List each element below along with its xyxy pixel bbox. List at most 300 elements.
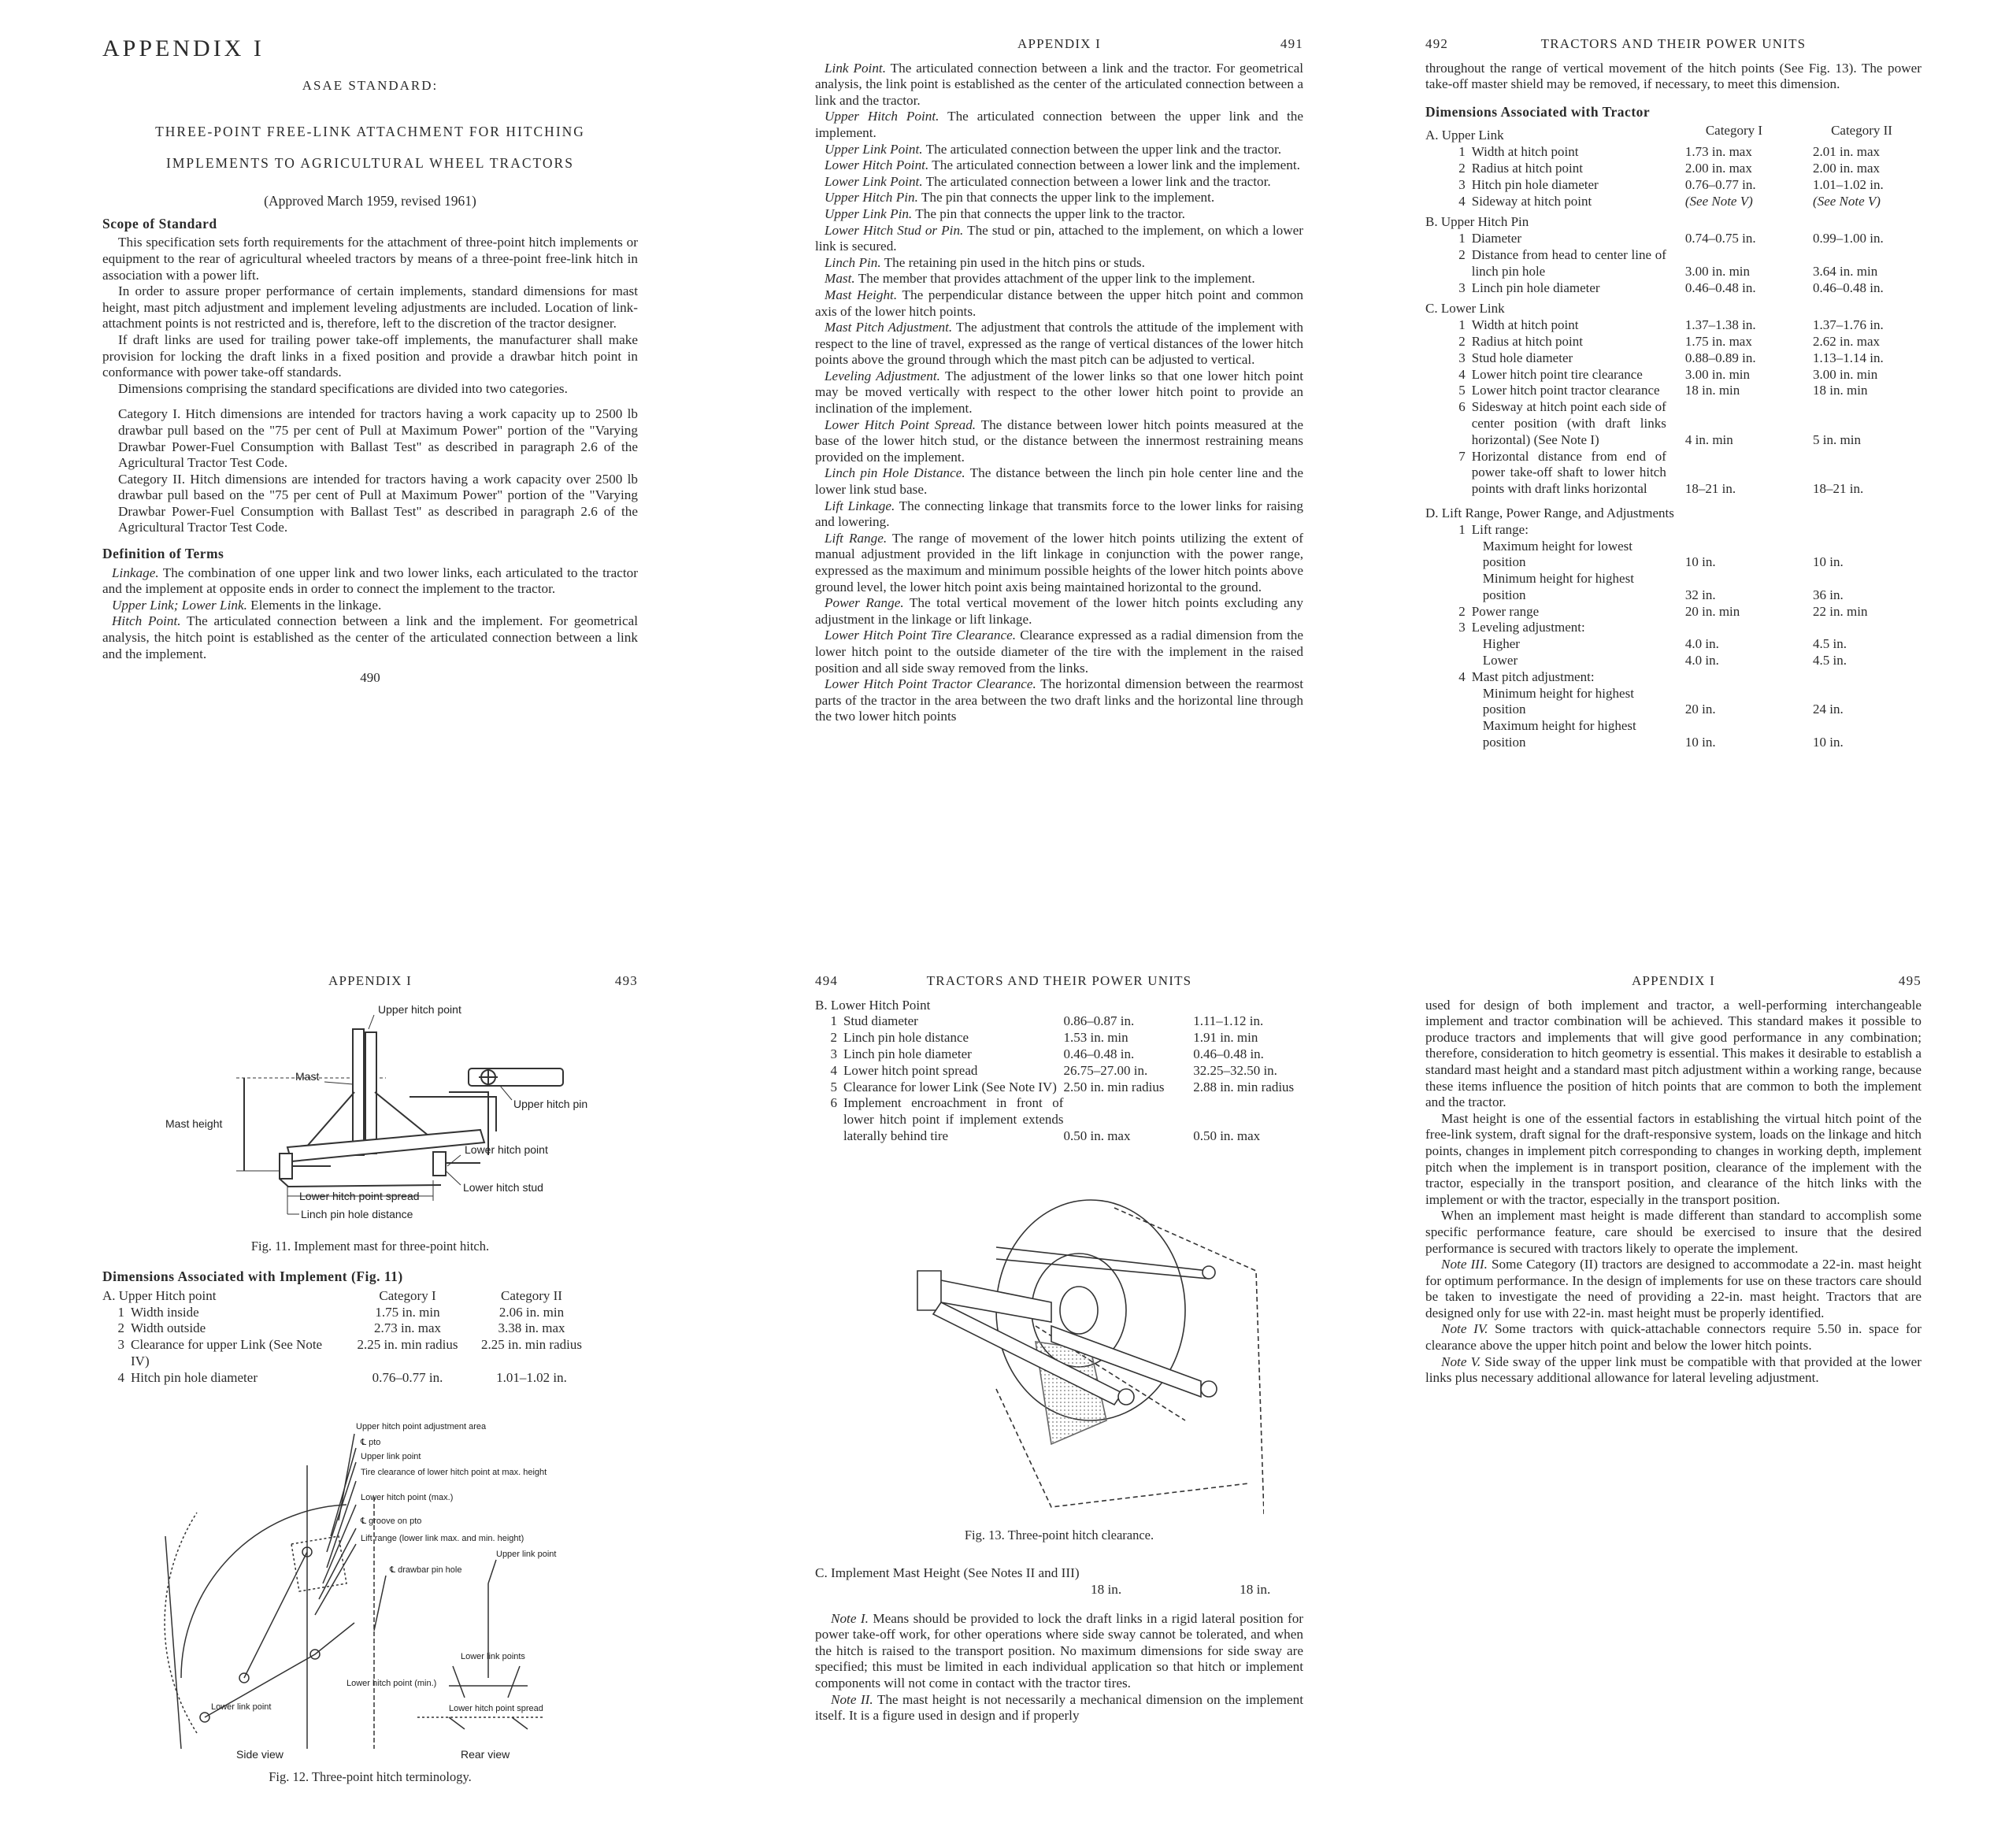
table-row [1425,350,1922,367]
category-1-value: 0.74–0.75 in. [1684,231,1756,246]
note-3-label: Note III. [1441,1257,1488,1272]
definition [102,565,638,598]
row-label: Maximum height for highest position [1482,718,1636,750]
category-2-text: Hitch dimensions are intended for tractors having a work capacity over 2500 lb drawbar pull based on the "75 per cent of Pull at Maximum Power" portion of the "Varying Drawbar Power-Fuel Consumption with Ballast Test" as described in paragraph 2.6 of the Agricultural Tractor Test Code. [118,471,638,535]
definitions-heading: Definition of Terms [102,546,224,562]
section-row [1425,498,1922,522]
table-row [1425,367,1922,383]
table-row [1425,604,1922,620]
table-row [1425,334,1922,350]
definition-text: The stud or pin, attached to the implement, on which a lower link is secured. [815,222,1303,254]
mast-height-row [815,1565,1303,1582]
column-header: Category II [501,1287,562,1303]
definition-term: Upper Hitch Pin. [825,190,918,206]
table-row: 3 Linch pin hole diameter 0.46–0.48 in. 0.46–0.48 in. [830,1046,1264,1061]
row-label: Sidesway at hitch point each side of center position (with draft links horizontal) (See Note I) [1471,399,1666,447]
definition-text: The perpendicular distance between the upper hitch point and common axis of the lower hitch points. [815,287,1303,319]
note-5 [1425,1354,1922,1387]
note-1-text: Means should be provided to lock the draft links in a rigid lateral position for power take-off work, for other operations where side sway cannot be tolerated, and when the hitch is raised to the transport position. No maximum dimensions for side sway are specified; this must be limited in each individual application so that hitch or implement components will not come in contact with the tractor tires. [815,1610,1303,1691]
category-1-value: 3.00 in. min [1684,263,1751,279]
definition-term: Upper Hitch Point. [825,109,939,124]
row-label: Horizontal distance from end of power take-off shaft to lower hitch points with draft links horizontal [1471,448,1666,497]
category-2-value: 4.5 in. [1813,653,1847,668]
category-2-value: 18 in. min [1813,383,1868,398]
category-1-value: 4.0 in. [1684,636,1719,652]
category-2 [118,472,638,536]
label-lower-hitch-stud: Lower hitch stud [463,1180,543,1194]
label-groove-pto: ℄ groove on pto [361,1516,422,1526]
note-5-text: Side sway of the upper link must be compatible with that provided at the lower links plus necessary additional allowance for lateral leveling adjustment. [1425,1354,1922,1386]
definition-text: The horizontal dimension between the rearmost parts of the tractor in the area between the two draft links and the horizontal line through the two lower hitch points [815,676,1303,724]
row-label: Distance from head to center line of linch pin hole [1471,246,1666,279]
row-number: 2 [1458,603,1466,619]
category-2-value: 2.01 in. max [1813,144,1881,160]
definitions-list [815,61,1303,725]
row-number: 1 [1458,144,1466,160]
category-2-value: 22 in. min [1813,603,1868,619]
page-number: 490 [360,670,380,686]
header-page-number: 495 [1898,973,1922,988]
row-number: 4 [1458,366,1466,382]
category-2-value: (See Note V) [1813,193,1881,209]
category-1-value: 10 in. [1684,735,1716,750]
page-491 [815,31,1303,913]
lower-hitch-point-table [815,998,1303,1145]
label-upper-hitch-pin: Upper hitch pin [513,1097,588,1110]
definition [815,190,1303,206]
category-2-value: 24 in. [1813,702,1844,717]
row-label: Mast pitch adjustment: [1471,668,1595,684]
row-number: 4 [1458,668,1466,684]
label-mast: Mast [295,1069,320,1083]
header-page-number: 491 [1280,36,1303,51]
header-title: APPENDIX I [328,973,412,988]
table-cell [1666,209,1802,231]
table-row [1425,620,1922,636]
row-number: 1 [1458,521,1466,537]
table-row: 1 Stud diameter 0.86–0.87 in. 1.11–1.12 in. [830,1013,1264,1029]
section-label: A. Upper Link [1425,128,1504,143]
row-number: 7 [1458,448,1466,464]
category-2-value [1802,522,1922,539]
label-side-view: Side view [236,1747,284,1761]
section-row [1425,209,1922,231]
fig11-implement-mast-diagram [150,998,591,1234]
note-2 [815,1692,1303,1724]
row-number [1425,539,1472,572]
definition [815,206,1303,223]
column-header: Category I [379,1287,436,1303]
definition-text: Elements in the linkage. [250,597,382,613]
section-row [1425,123,1922,144]
row-label: Radius at hitch point [1471,333,1583,349]
body-paragraph: used for design of both implement and tractor, a well-performing interchangeable implement and tractor combination will be achieved. This standard makes it possible to produce tractors and implements that will give good performance in any combination; therefore, consideration to hitch geometry is essential. This makes it desirable to establish a standard mast height and a standard mast pitch adjustment within a working range, because these items influence the position of hitch points that are common to both the implement and the tractor. [1425,997,1922,1110]
scope-para: Dimensions comprising the standard specifications are divided into two categories. [118,380,568,396]
row-number: 5 [1458,383,1466,398]
row-number [1425,571,1472,604]
table-header-row [102,1288,591,1305]
label-upper-link-point-rear: Upper link point [496,1549,557,1559]
table-row [1425,718,1922,751]
definition [815,157,1303,174]
definition-text: The articulated connection between a link and the tractor. For geometrical analysis, the link point is established as the center of the articulated connection between a link and the tractor. [815,60,1303,108]
definition [815,676,1303,725]
body-paragraph: Mast height is one of the essential factors in establishing the virtual hitch point of the free-link system, draft signal for the draft-responsive system, loads on the linkage and hitch points, changes in implement pitch corresponding to changes in working depth, implement pitch when the implement is in transport position, clearance of the implement with the tractor, especially in the transport position, and clearance of the hitch links with the implement or with the tractor, especially in the transport position. [1425,1110,1922,1207]
table-row [1425,383,1922,399]
note-5-label: Note V. [1441,1354,1481,1369]
definition-text: The combination of one upper link and two lower links, each articulated to the tractor and the implement at opposite ends in order to connect the implement to the tractor. [102,565,638,597]
category-2-value: 3.64 in. min [1813,263,1878,279]
table-row: 1 Width inside 1.75 in. min 2.06 in. min [117,1304,565,1320]
category-1-value: 1.75 in. max [1684,333,1752,349]
definition-text: The connecting linkage that transmits force to the lower links for raising and lowering. [815,498,1303,530]
category-2-value: 1.01–1.02 in. [1813,176,1884,192]
header-page-number: 494 [815,973,839,988]
label-rear-view: Rear view [461,1747,510,1761]
row-number [1425,636,1472,653]
row-number: 3 [1458,350,1466,365]
category-1-value: 18–21 in. [1684,481,1736,497]
row-number [1425,718,1472,751]
row-number: 6 [1458,399,1466,415]
table-cell [1802,296,1922,317]
category-2-value: 5 in. min [1813,431,1861,447]
page-494 [815,968,1303,1835]
table-row: 3 Clearance for upper Link (See Note IV) 2.25 in. min radius 2.25 in. min radius [117,1337,582,1368]
definition [815,628,1303,676]
definition-term: Mast Pitch Adjustment. [825,320,953,335]
standard-label: ASAE STANDARD: [302,77,439,93]
definition [815,61,1303,109]
scope-para: This specification sets forth requirements for the attachment of three-point hitch implements or equipment to the rear of agricultural wheeled tractors by means of a three-point free-link hitch in association with a power lift. [102,235,638,283]
definition-term: Lower Hitch Point. [825,157,929,173]
tractor-dims-heading: Dimensions Associated with Tractor [1425,103,1651,120]
row-number: 2 [1458,333,1466,349]
note-3 [1425,1257,1922,1321]
definition [815,417,1303,466]
definition-term: Mast Height. [825,287,898,302]
definition-text: Clearance expressed as a radial dimension from the lower hitch point to the outside diameter of the tire with the implement in the raised position and all side sway removed from the links. [815,628,1303,676]
definition-term: Mast. [825,271,855,287]
page-490 [102,31,638,913]
definition-term: Lower Link Point. [825,173,923,189]
category-2-value: 18–21 in. [1813,481,1864,497]
definition-text: The articulated connection between a lower link and the implement. [932,157,1300,173]
label-lower-hitch-point: Lower hitch point [465,1143,548,1156]
row-label: Higher [1482,636,1520,652]
row-label: Diameter [1471,231,1521,246]
label-upper-link-point: Upper link point [361,1451,421,1461]
mast-height-cat1: 18 in. [1091,1581,1122,1597]
category-2-value: 3.00 in. min [1813,366,1878,382]
section-row [1425,296,1922,317]
table-row [1425,177,1922,194]
approval-note: (Approved March 1959, revised 1961) [264,193,476,209]
row-label: Linch pin hole diameter [1471,280,1600,295]
definition [815,531,1303,595]
definition [815,223,1303,255]
row-number: 3 [1458,620,1466,635]
row-number: 4 [1458,193,1466,209]
label-upper-hitch-point: Upper hitch point [378,1002,461,1016]
definition-text: The distance between lower hitch points measured at the base of the lower hitch stud, or the distance between the innermost restraining means provided on the implement. [815,417,1303,465]
category-1-text: Hitch dimensions are intended for tractors having a work capacity up to 2500 lb drawbar pull based on the "75 per cent of Pull at Maximum Power" portion of the "Varying Drawbar Power-Fuel Consumption with Ballast Test" as described in paragraph 2.6 of the Agricultural Tractor Test Code. [118,406,638,471]
category-2-value: 4.5 in. [1813,636,1847,652]
definition-text: The range of movement of the lower hitch points utilizing the extent of manual adjustment provided in the lift linkage in conjunction with the power range, expressed as the maximum and minimum possible heights of the lower hitch points above ground level, the lower hitch point axis being maintained horizontal to the ground. [815,530,1303,594]
table-cell [1666,296,1802,317]
category-2-value [1802,669,1922,686]
header-title: APPENDIX I [1632,973,1715,988]
fig13-caption: Fig. 13. Three-point hitch clearance. [964,1527,1154,1542]
definition-term: Leveling Adjustment. [825,368,940,383]
running-header [1425,36,1922,53]
row-number: 1 [1458,231,1466,246]
definition [815,142,1303,158]
implement-dims-table [102,1288,591,1387]
table-row [1425,449,1922,498]
fig12-caption: Fig. 12. Three-point hitch terminology. [269,1768,472,1784]
table-row [1425,194,1922,210]
category-1-value: 3.00 in. min [1684,366,1751,382]
row-label: Radius at hitch point [1471,160,1583,176]
definition-text: The member that provides attachment of the upper link to the implement. [858,271,1255,287]
row-label: Lower hitch point tire clearance [1471,366,1643,382]
label-upper-adjustment-area: Upper hitch point adjustment area [356,1421,487,1431]
header-title: APPENDIX I [1017,36,1101,51]
table-row [1425,280,1922,297]
category-1-value: 4 in. min [1684,431,1733,447]
running-header [815,36,1303,53]
row-label: Power range [1471,603,1540,619]
label-mast-height: Mast height [165,1117,223,1130]
row-label: Minimum height for highest position [1482,685,1634,717]
category-1 [118,406,638,471]
category-2-label: Category II. [118,471,186,487]
definition-text: The retaining pin used in the hitch pins or studs. [884,254,1145,270]
section-label: B. Lower Hitch Point [815,997,931,1013]
page-495 [1425,968,1922,1835]
category-2-value: 2.00 in. max [1813,160,1881,176]
row-label: Lift range: [1471,521,1529,537]
table-row [1425,247,1922,280]
definition-term: Upper Link Pin. [825,206,913,221]
note-4 [1425,1321,1922,1354]
category-2-value: 0.46–0.48 in. [1813,280,1884,295]
definition-term: Lift Range. [825,530,888,546]
row-number [1425,653,1472,669]
title-line-2: IMPLEMENTS TO AGRICULTURAL WHEEL TRACTORS [166,155,574,172]
category-1-value: 32 in. [1684,587,1716,602]
category-1-value [1666,522,1802,539]
table-row [1425,686,1922,719]
definition [815,595,1303,628]
definitions-list [102,565,638,663]
implement-dims-heading: Dimensions Associated with Implement (Fig. 11) [102,1268,403,1285]
row-number: 3 [1458,280,1466,295]
label-lower-hitch-max: Lower hitch point (max.) [361,1492,454,1502]
label-drawbar-pin-hole: ℄ drawbar pin hole [390,1565,462,1575]
note-1 [815,1611,1303,1692]
running-header [102,973,638,990]
category-1-value: 0.76–0.77 in. [1684,176,1756,192]
note-4-label: Note IV. [1441,1321,1488,1337]
running-header [815,973,1303,990]
table-row: 5 Clearance for lower Link (See Note IV) 2.50 in. min radius 2.88 in. min radius [830,1079,1295,1094]
header-title: TRACTORS AND THEIR POWER UNITS [1540,36,1807,51]
fig11-caption: Fig. 11. Implement mast for three-point hitch. [250,1238,490,1254]
category-1-value: 0.88–0.89 in. [1684,350,1756,365]
note-2-text: The mast height is not necessarily a mechanical dimension on the implement itself. It is a figure used in design and if properly [815,1691,1303,1724]
category-1-value: 0.46–0.48 in. [1684,280,1756,295]
intro-text: throughout the range of vertical movement of the hitch points (See Fig. 13). The power take-off master shield may be removed, if necessary, to meet this dimension. [1425,60,1922,92]
section-label: D. Lift Range, Power Range, and Adjustments [1425,505,1674,520]
category-1-value: 10 in. [1684,554,1716,570]
note-4-text: Some tractors with quick-attachable connectors require 5.50 in. space for clearance above the upper hitch point and below the lower hitch points. [1425,1321,1922,1354]
definition [815,287,1303,320]
table-row [1425,669,1922,686]
label-pto-centerline: ℄ pto [361,1437,381,1447]
fig13-hitch-clearance-diagram [854,1184,1264,1523]
category-2-value [1802,620,1922,636]
table-row [1425,161,1922,177]
row-number [1425,686,1472,719]
definition [815,271,1303,287]
label-lower-link-points: Lower link points [461,1651,525,1661]
label-lift-range: Lift range (lower link max. and min. height) [361,1533,524,1543]
standard-title [102,116,638,179]
row-label: Width at hitch point [1471,144,1579,160]
column-header: Category II [1831,123,1892,139]
definition [815,320,1303,368]
category-1-value: 1.73 in. max [1684,144,1752,160]
note-1-label: Note I. [831,1610,869,1626]
definition-term: Upper Link Point. [825,141,923,157]
title-line-1: THREE-POINT FREE-LINK ATTACHMENT FOR HITCHING [155,124,585,140]
category-1-value: 20 in. [1684,702,1716,717]
definition [815,174,1303,191]
definition-term: Linch pin Hole Distance. [825,465,965,481]
category-1-value [1666,669,1802,686]
category-2-value: 1.13–1.14 in. [1813,350,1884,365]
table-row: 2 Linch pin hole distance 1.53 in. min 1.91 in. min [830,1030,1258,1046]
definition-term: Hitch Point. [112,613,181,629]
scope-heading: Scope of Standard [102,215,217,231]
table-row [1425,571,1922,604]
definition-text: The total vertical movement of the lower hitch points excluding any adjustment in the linkage or lift linkage. [815,595,1303,627]
label-lower-link-point: Lower link point [211,1702,272,1712]
definition [102,613,638,662]
row-label: Maximum height for lowest position [1482,538,1633,570]
definition-term: Lower Hitch Stud or Pin. [825,222,964,238]
table-row [1425,317,1922,334]
row-label: Lower [1482,653,1518,668]
category-2-value: 10 in. [1813,735,1844,750]
table-row [1425,522,1922,539]
definition-term: Upper Link; Lower Link. [112,597,247,613]
category-2-value: 1.37–1.76 in. [1813,317,1884,333]
row-label: Minimum height for highest position [1482,571,1634,602]
row-label: Leveling adjustment: [1471,620,1585,635]
fig12-hitch-terminology-diagram [150,1418,591,1765]
definition-term: Linkage. [112,565,159,580]
row-number: 3 [1458,176,1466,192]
label-hitch-point-spread: Lower hitch point spread [299,1189,420,1202]
definition-term: Lower Hitch Point Tractor Clearance. [825,676,1036,692]
mast-height-values [815,1582,1303,1598]
definition [815,368,1303,417]
row-label: Lower hitch point tractor clearance [1471,383,1660,398]
definition [815,109,1303,141]
label-tire-clearance: Tire clearance of lower hitch point at max. height [361,1467,547,1477]
column-header: Category I [1705,123,1763,139]
running-header [1425,973,1922,990]
category-1-label: Category I. [118,406,181,422]
definition-term: Linch Pin. [825,254,881,270]
definition [815,255,1303,272]
section-label: A. Upper Hitch point [102,1287,217,1303]
header-page-number: 492 [1425,36,1449,51]
label-lower-hitch-min: Lower hitch point (min.) [346,1678,437,1688]
table-row [1425,399,1922,448]
row-label: Stud hole diameter [1471,350,1573,365]
section-row [815,998,1303,1014]
definition-text: The articulated connection between the upper link and the implement. [815,109,1303,140]
definition [815,498,1303,531]
row-label: Hitch pin hole diameter [1471,176,1599,192]
section-label: C. Lower Link [1425,301,1505,317]
category-1-value: (See Note V) [1684,193,1753,209]
definition-text: The adjustment of the lower links so that one lower hitch point may be moved vertically with respect to the other lower hitch point to provide an inclination of the implement. [815,368,1303,417]
scope-para: In order to assure proper performance of certain implements, standard dimensions for mast height, mast pitch adjustment and implement leveling adjustments are included. Location of link-attachment points is not restricted and is, therefore, left to the discretion of the tractor designer. [102,283,638,331]
category-1-value: 1.37–1.38 in. [1684,317,1756,333]
label-lower-hitch-spread: Lower hitch point spread [449,1703,543,1713]
definition-term: Lift Linkage. [825,498,895,513]
appendix-title: APPENDIX I [102,35,265,61]
category-1-value: 20 in. min [1684,603,1740,619]
category-2-value: 0.99–1.00 in. [1813,231,1884,246]
category-2-value: 36 in. [1813,587,1844,602]
category-1-value: 2.00 in. max [1684,160,1752,176]
category-2-value: 2.62 in. max [1813,333,1881,349]
table-row [1425,539,1922,572]
definition-text: The adjustment that controls the attitude of the implement with respect to the line of travel, expressed as the range of vertical distances of the lower hitch points above the ground through which the mast pitch can be adjusted to vertical. [815,320,1303,368]
table-row: 4 Lower hitch point spread 26.75–27.00 in. 32.25–32.50 in. [830,1062,1277,1078]
table-row [1425,636,1922,653]
section-label: C. Implement Mast Height (See Notes II and III) [815,1565,1080,1581]
definition [102,598,638,614]
category-2-value: 10 in. [1813,554,1844,570]
category-1-value: 4.0 in. [1684,653,1719,668]
row-label: Width at hitch point [1471,317,1579,333]
tractor-dims-table [1425,123,1922,750]
scope-para: If draft links are used for trailing power take-off implements, the manufacturer shall make provision for locking the draft links in a fixed position and provide a drawbar hitch point in conformance with power take-off standards. [102,331,638,380]
table-row: 4 Hitch pin hole diameter 0.76–0.77 in. 1.01–1.02 in. [117,1369,567,1385]
mast-height-cat2: 18 in. [1240,1581,1271,1597]
body-paragraph: When an implement mast height is made different than standard to accomplish some specific performance feature, care should be exercised to insure that the desired performance is secured with tractors likely to operate the implement. [1425,1208,1922,1256]
page-493 [102,968,638,1835]
table-row [1425,231,1922,247]
category-1-value [1666,620,1802,636]
row-label: Sideway at hitch point [1471,193,1592,209]
note-2-label: Note II. [831,1691,873,1707]
row-number: 2 [1458,246,1466,262]
table-row [1425,144,1922,161]
header-title: TRACTORS AND THEIR POWER UNITS [926,973,1192,988]
definition [815,465,1303,498]
definition-text: The distance between the linch pin hole center line and the lower link stud base. [815,465,1303,498]
section-label: B. Upper Hitch Pin [1425,214,1529,230]
row-number: 2 [1458,160,1466,176]
